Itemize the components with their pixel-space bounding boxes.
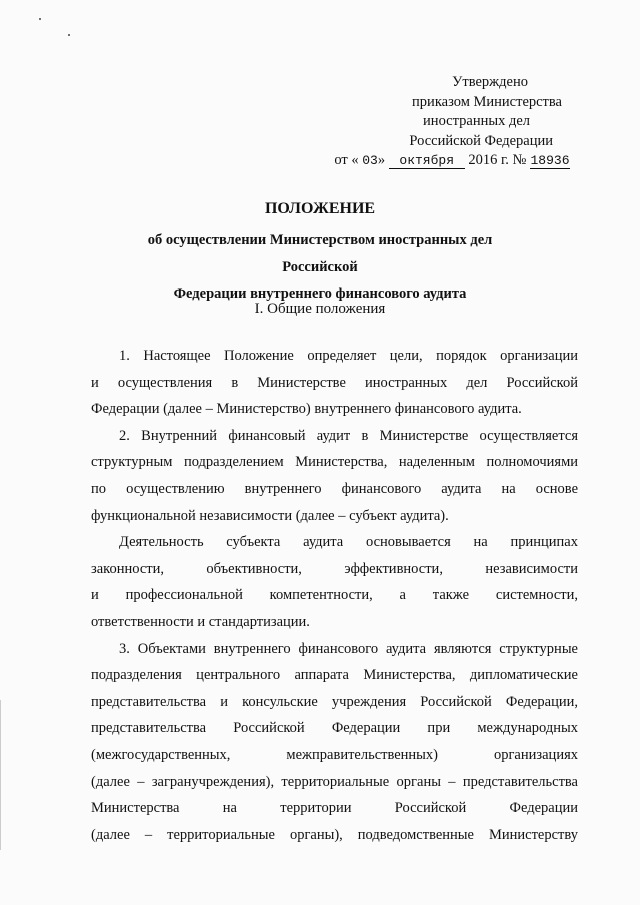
- scan-edge: [0, 700, 5, 850]
- paragraph-1: [91, 343, 578, 423]
- subtitle-line: об осуществлении Министерством иностранных дел Российской: [147, 232, 493, 275]
- date-prefix: от «: [334, 152, 359, 168]
- scan-speck: [68, 34, 70, 36]
- text-line: функциональной независимости (далее – субъект аудита).: [91, 507, 449, 524]
- document-subtitle: [110, 227, 530, 308]
- scan-speck: [39, 18, 41, 20]
- text-line: Деятельность субъекта аудита основывается на принципах: [119, 534, 578, 551]
- text-line: представительства и консульские учреждения Российской Федерации,: [91, 693, 578, 710]
- text-line: по осуществлению внутреннего финансового аудита на основе: [91, 480, 578, 497]
- approval-date-line: [270, 151, 570, 171]
- date-year: 2016 г. №: [468, 152, 527, 168]
- text-line: 3. Объектами внутреннего финансового аудита являются структурные: [119, 640, 578, 657]
- approval-line: иностранных дел: [423, 113, 530, 129]
- date-day-suffix: »: [377, 152, 386, 168]
- approval-stamp-block: [270, 73, 570, 171]
- text-line: Федерации (далее – Министерство) внутреннего финансового аудита.: [91, 401, 522, 418]
- document-body: [91, 343, 578, 848]
- paragraph-2: [91, 423, 578, 529]
- text-line: (далее – территориальные органы), подведомственные Министерству: [91, 826, 578, 843]
- approval-line: Утверждено: [452, 74, 528, 90]
- text-line: структурным подразделением Министерства, наделенным полномочиями: [91, 454, 578, 471]
- text-line: представительства Российской Федерации при международных: [91, 720, 578, 737]
- document-title: ПОЛОЖЕНИЕ: [264, 200, 376, 217]
- text-line: ответственности и стандартизации.: [91, 613, 310, 630]
- text-line: Министерства на территории Российской Федерации: [91, 800, 578, 817]
- order-number: 18936: [530, 153, 570, 168]
- date-day: 03: [362, 153, 378, 168]
- text-line: и осуществления в Министерстве иностранных дел Российской: [91, 374, 578, 391]
- section-heading: I. Общие положения: [254, 301, 386, 317]
- text-line: подразделения центрального аппарата Министерства, дипломатические: [91, 667, 578, 684]
- text-line: и профессиональной компетентности, а также системности,: [91, 587, 578, 604]
- text-line: 1. Настоящее Положение определяет цели, порядок организации: [119, 348, 578, 364]
- approval-line: Российской Федерации: [409, 132, 553, 149]
- text-line: законности, объективности, эффективности, независимости: [91, 560, 578, 577]
- subtitle-line: Федерации внутреннего финансового аудита: [173, 286, 467, 302]
- text-line: 2. Внутренний финансовый аудит в Министерстве осуществляется: [119, 427, 578, 444]
- date-month: октября: [389, 154, 465, 169]
- approval-line: приказом Министерства: [412, 93, 562, 110]
- paragraph-4: [91, 636, 578, 849]
- paragraph-3: [91, 529, 578, 635]
- text-line: (далее – загранучреждения), территориальные органы – представительства: [91, 773, 578, 790]
- text-line: (межгосударственных, межправительственных) организациях: [91, 746, 578, 763]
